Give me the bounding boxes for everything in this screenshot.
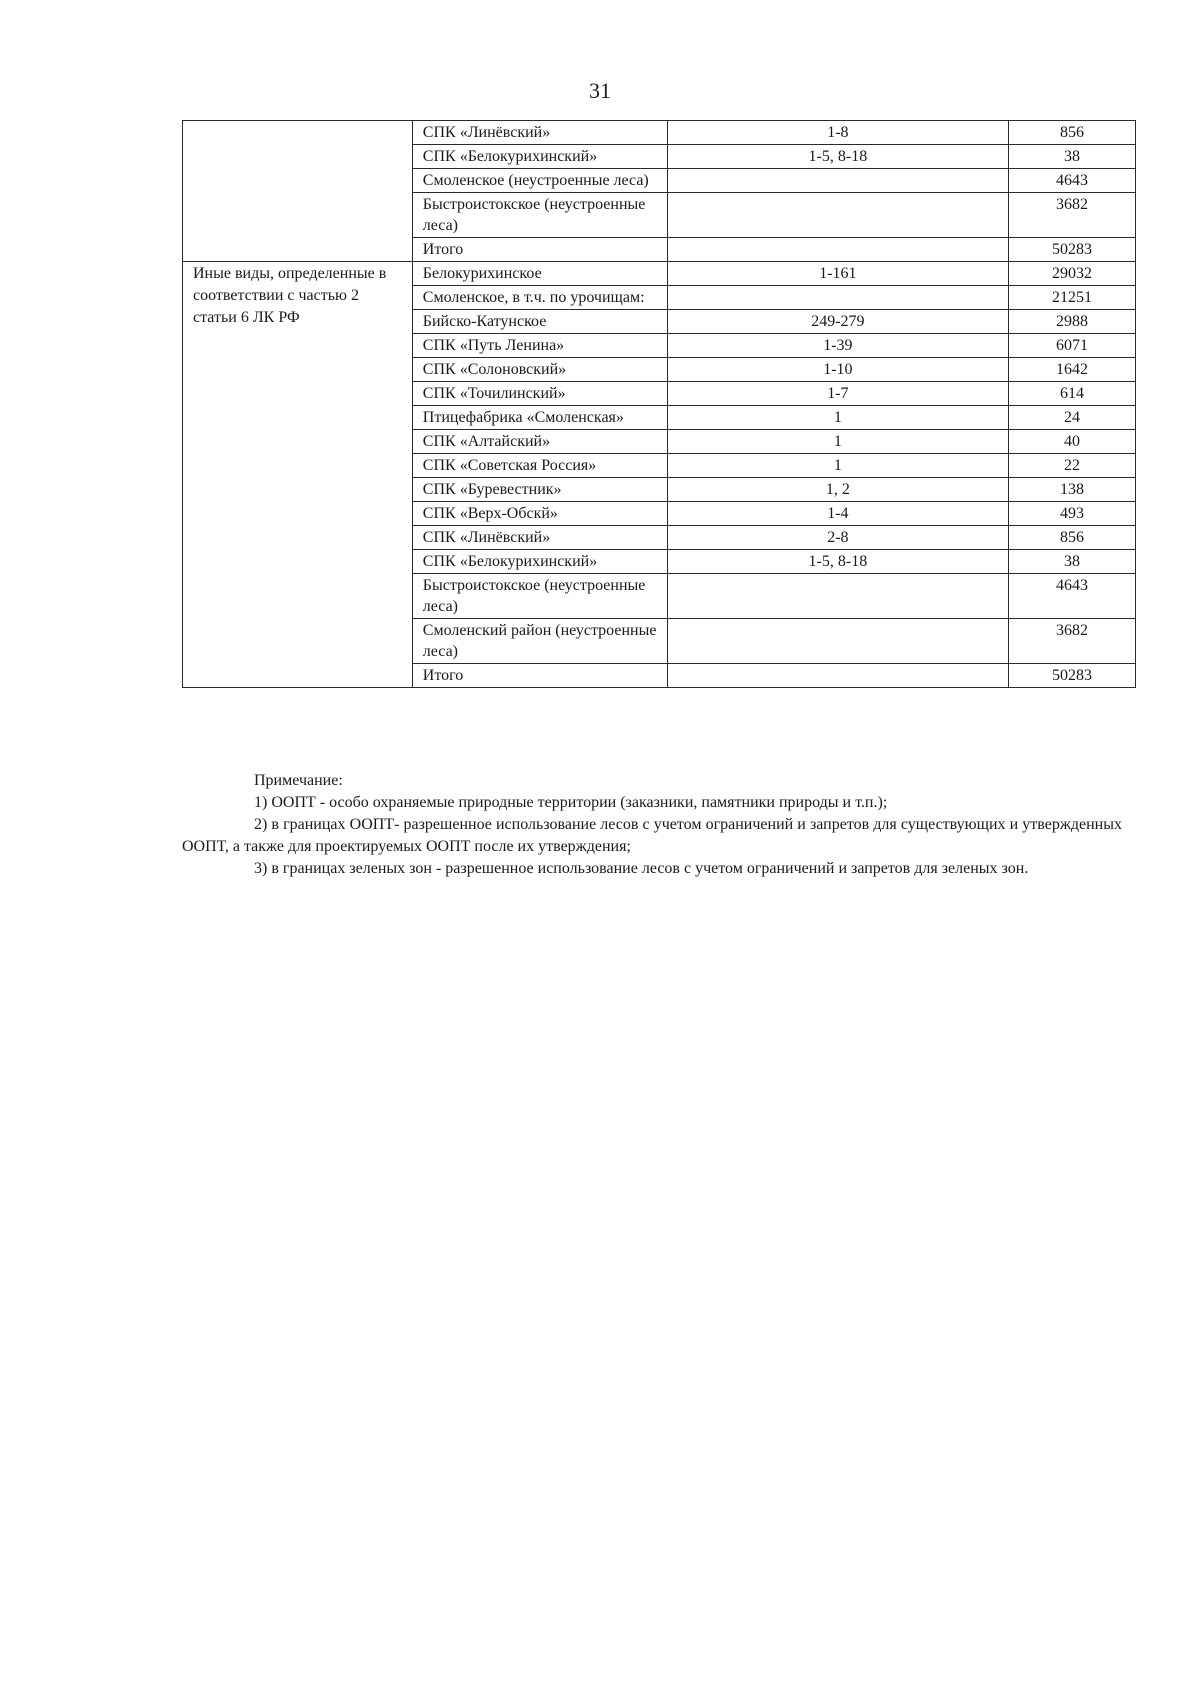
area-cell: 856 [1009, 526, 1136, 550]
quarters-cell: 1-161 [667, 262, 1008, 286]
quarters-cell: 1-7 [667, 382, 1008, 406]
quarters-cell: 1-8 [667, 121, 1008, 145]
area-cell: 50283 [1009, 238, 1136, 262]
page-number: 31 [589, 78, 611, 103]
name-cell: Белокурихинское [412, 262, 667, 286]
area-cell: 21251 [1009, 286, 1136, 310]
forest-use-table [182, 120, 1136, 688]
name-cell: СПК «Буревестник» [412, 478, 667, 502]
area-cell: 493 [1009, 502, 1136, 526]
area-cell: 138 [1009, 478, 1136, 502]
note-item-2: 2) в границах ООПТ- разрешенное использование лесов с учетом ограничений и запретов для существующих и утвержденных ООПТ, а также для проектируемых ООПТ после их утверждения; [182, 816, 1122, 855]
category-cell: Иные виды, определенные в соответствии с частью 2 статьи 6 ЛК РФ [183, 262, 413, 688]
name-cell: Смоленское (неустроенные леса) [412, 169, 667, 193]
area-cell: 38 [1009, 550, 1136, 574]
name-cell: СПК «Белокурихинский» [412, 145, 667, 169]
name-cell: СПК «Белокурихинский» [412, 550, 667, 574]
notes-title: Примечание: [254, 772, 343, 789]
area-cell: 29032 [1009, 262, 1136, 286]
name-cell: СПК «Солоновский» [412, 358, 667, 382]
area-cell: 3682 [1009, 619, 1136, 664]
name-cell: Итого [412, 664, 667, 688]
quarters-cell: 1-4 [667, 502, 1008, 526]
name-cell: СПК «Советская Россия» [412, 454, 667, 478]
quarters-cell [667, 664, 1008, 688]
name-cell: Смоленский район (неустроенные леса) [412, 619, 667, 664]
note-item-3: 3) в границах зеленых зон - разрешенное использование лесов с учетом ограничений и запретов для зеленых зон. [254, 860, 1029, 877]
area-cell: 2988 [1009, 310, 1136, 334]
area-cell: 40 [1009, 430, 1136, 454]
quarters-cell [667, 286, 1008, 310]
area-cell: 38 [1009, 145, 1136, 169]
quarters-cell: 1 [667, 406, 1008, 430]
area-cell: 4643 [1009, 574, 1136, 619]
name-cell: Птицефабрика «Смоленская» [412, 406, 667, 430]
name-cell: СПК «Точилинский» [412, 382, 667, 406]
name-cell: Бийско-Катунское [412, 310, 667, 334]
name-cell: Итого [412, 238, 667, 262]
quarters-cell [667, 238, 1008, 262]
quarters-cell: 1 [667, 454, 1008, 478]
area-cell: 3682 [1009, 193, 1136, 238]
area-cell: 6071 [1009, 334, 1136, 358]
table-row [183, 121, 1136, 145]
name-cell: Быстроистокское (неустроенные леса) [412, 574, 667, 619]
area-cell: 1642 [1009, 358, 1136, 382]
name-cell: СПК «Путь Ленина» [412, 334, 667, 358]
name-cell: СПК «Верх-Обскй» [412, 502, 667, 526]
notes-section [182, 770, 1122, 880]
area-cell: 22 [1009, 454, 1136, 478]
quarters-cell: 2-8 [667, 526, 1008, 550]
name-cell: Быстроистокское (неустроенные леса) [412, 193, 667, 238]
name-cell: СПК «Линёвский» [412, 121, 667, 145]
quarters-cell: 1-5, 8-18 [667, 550, 1008, 574]
table-row [183, 262, 1136, 286]
quarters-cell [667, 193, 1008, 238]
quarters-cell: 1, 2 [667, 478, 1008, 502]
area-cell: 614 [1009, 382, 1136, 406]
quarters-cell [667, 619, 1008, 664]
name-cell: СПК «Алтайский» [412, 430, 667, 454]
name-cell: СПК «Линёвский» [412, 526, 667, 550]
area-cell: 856 [1009, 121, 1136, 145]
area-cell: 50283 [1009, 664, 1136, 688]
area-cell: 4643 [1009, 169, 1136, 193]
area-cell: 24 [1009, 406, 1136, 430]
category-cell [183, 121, 413, 262]
note-item-1: 1) ООПТ - особо охраняемые природные территории (заказники, памятники природы и т.п.); [254, 794, 888, 811]
quarters-cell: 1-10 [667, 358, 1008, 382]
quarters-cell: 249-279 [667, 310, 1008, 334]
quarters-cell: 1 [667, 430, 1008, 454]
table-body [183, 121, 1136, 688]
quarters-cell [667, 574, 1008, 619]
quarters-cell [667, 169, 1008, 193]
name-cell: Смоленское, в т.ч. по урочищам: [412, 286, 667, 310]
quarters-cell: 1-5, 8-18 [667, 145, 1008, 169]
quarters-cell: 1-39 [667, 334, 1008, 358]
